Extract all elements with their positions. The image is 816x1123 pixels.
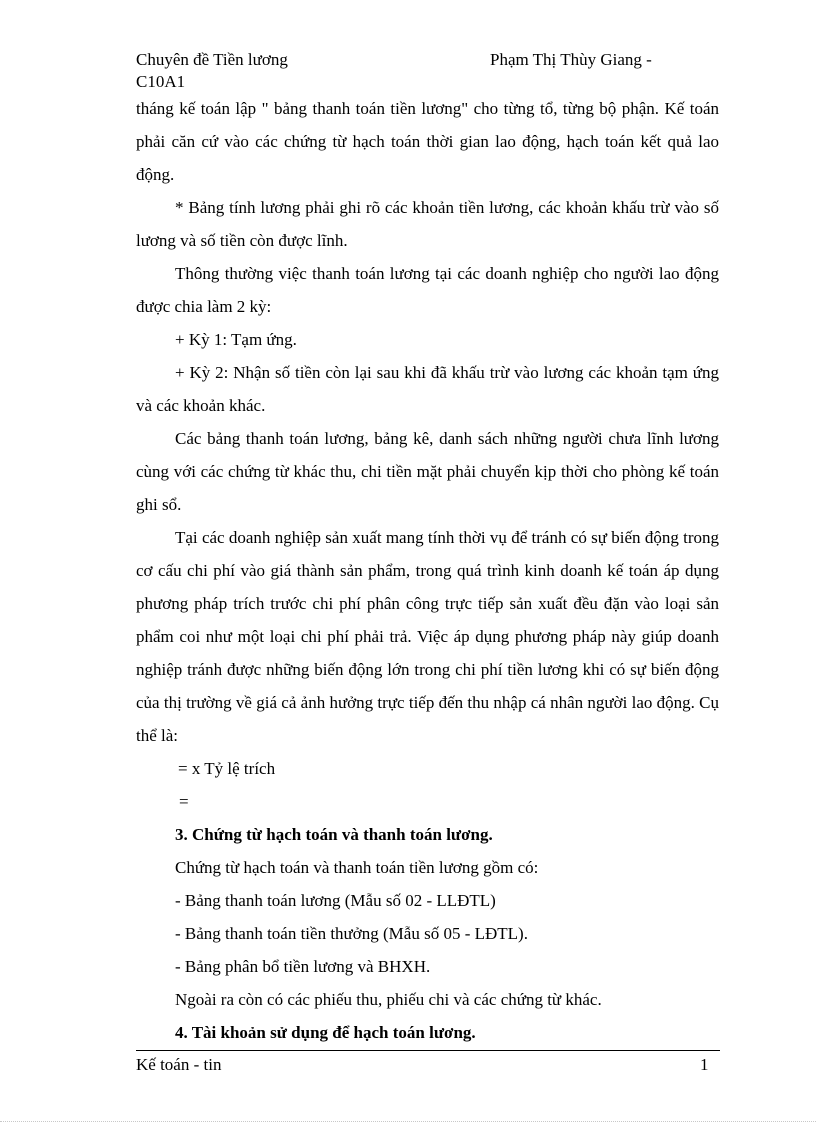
paragraph-documents-intro: Chứng từ hạch toán và thanh toán tiền lương gồm có: [175, 858, 539, 877]
paragraph-payment-periods: Thông thường việc thanh toán lương tại các doanh nghiệp cho người lao động được chia làm 2 kỳ: [136, 264, 719, 316]
list-item-period-2: + Kỳ 2: Nhận số tiền còn lại sau khi đã khấu trừ vào lương các khoản tạm ứng và các khoản khác. [136, 363, 719, 415]
formula-line-2: = [179, 792, 189, 811]
header-class-code: C10A1 [136, 72, 186, 91]
list-item-document: - Bảng phân bổ tiền lương và BHXH. [175, 957, 431, 976]
list-item-period-1: + Kỳ 1: Tạm ứng. [175, 330, 297, 349]
paragraph-documents-transfer: Các bảng thanh toán lương, bảng kê, danh sách những người chưa lĩnh lương cùng với các chứng từ khác thu, chi tiền mặt phải chuyển kịp thời cho phòng kế toán ghi sổ. [136, 429, 719, 514]
page-header-left [136, 49, 386, 93]
list-item-document: - Bảng thanh toán tiền thưởng (Mẫu số 05 - LĐTL). [175, 924, 528, 943]
footer-label: Kế toán - tin [136, 1055, 222, 1074]
paragraph-salary-table: * Bảng tính lương phải ghi rõ các khoản tiền lương, các khoản khấu trừ vào số lương và số tiền còn được lĩnh. [136, 198, 719, 250]
page-number: 1 [700, 1055, 709, 1074]
section-heading-3: 3. Chứng từ hạch toán và thanh toán lương. [175, 825, 493, 844]
formula-line-1: = x Tỷ lệ trích [178, 759, 276, 778]
footer-divider [136, 1050, 720, 1051]
paragraph-other-documents: Ngoài ra còn có các phiếu thu, phiếu chi và các chứng từ khác. [175, 990, 602, 1009]
document-body [136, 92, 719, 1049]
paragraph-continuation: tháng kế toán lập " bảng thanh toán tiền lương" cho từng tổ, từng bộ phận. Kế toán phải căn cứ vào các chứng từ hạch toán thời gian lao động, hạch toán kết quả lao động. [136, 99, 719, 184]
section-heading-4: 4. Tài khoản sử dụng để hạch toán lương. [175, 1023, 476, 1042]
paragraph-seasonal-enterprises: Tại các doanh nghiệp sản xuất mang tính thời vụ để tránh có sự biến động trong cơ cấu chi phí vào giá thành sản phẩm, trong quá trình kinh doanh kế toán áp dụng phương pháp trích trước chi phí phân công trực tiếp sản xuất đều đặn vào loại sản phẩm coi như một loại chi phí phải trả. Việc áp dụng phương pháp này giúp doanh nghiệp tránh được những biến động lớn trong chi phí tiền lương khi có sự biến động của thị trường về giá cả ảnh hưởng trực tiếp đến thu nhập cá nhân người lao động. Cụ thể là: [136, 528, 719, 745]
header-author: Phạm Thị Thùy Giang - [490, 50, 652, 69]
page-bottom-edge [0, 1121, 816, 1122]
list-item-document: - Bảng thanh toán lương (Mẫu số 02 - LLĐTL) [175, 891, 496, 910]
header-title: Chuyên đề Tiền lương [136, 50, 288, 69]
